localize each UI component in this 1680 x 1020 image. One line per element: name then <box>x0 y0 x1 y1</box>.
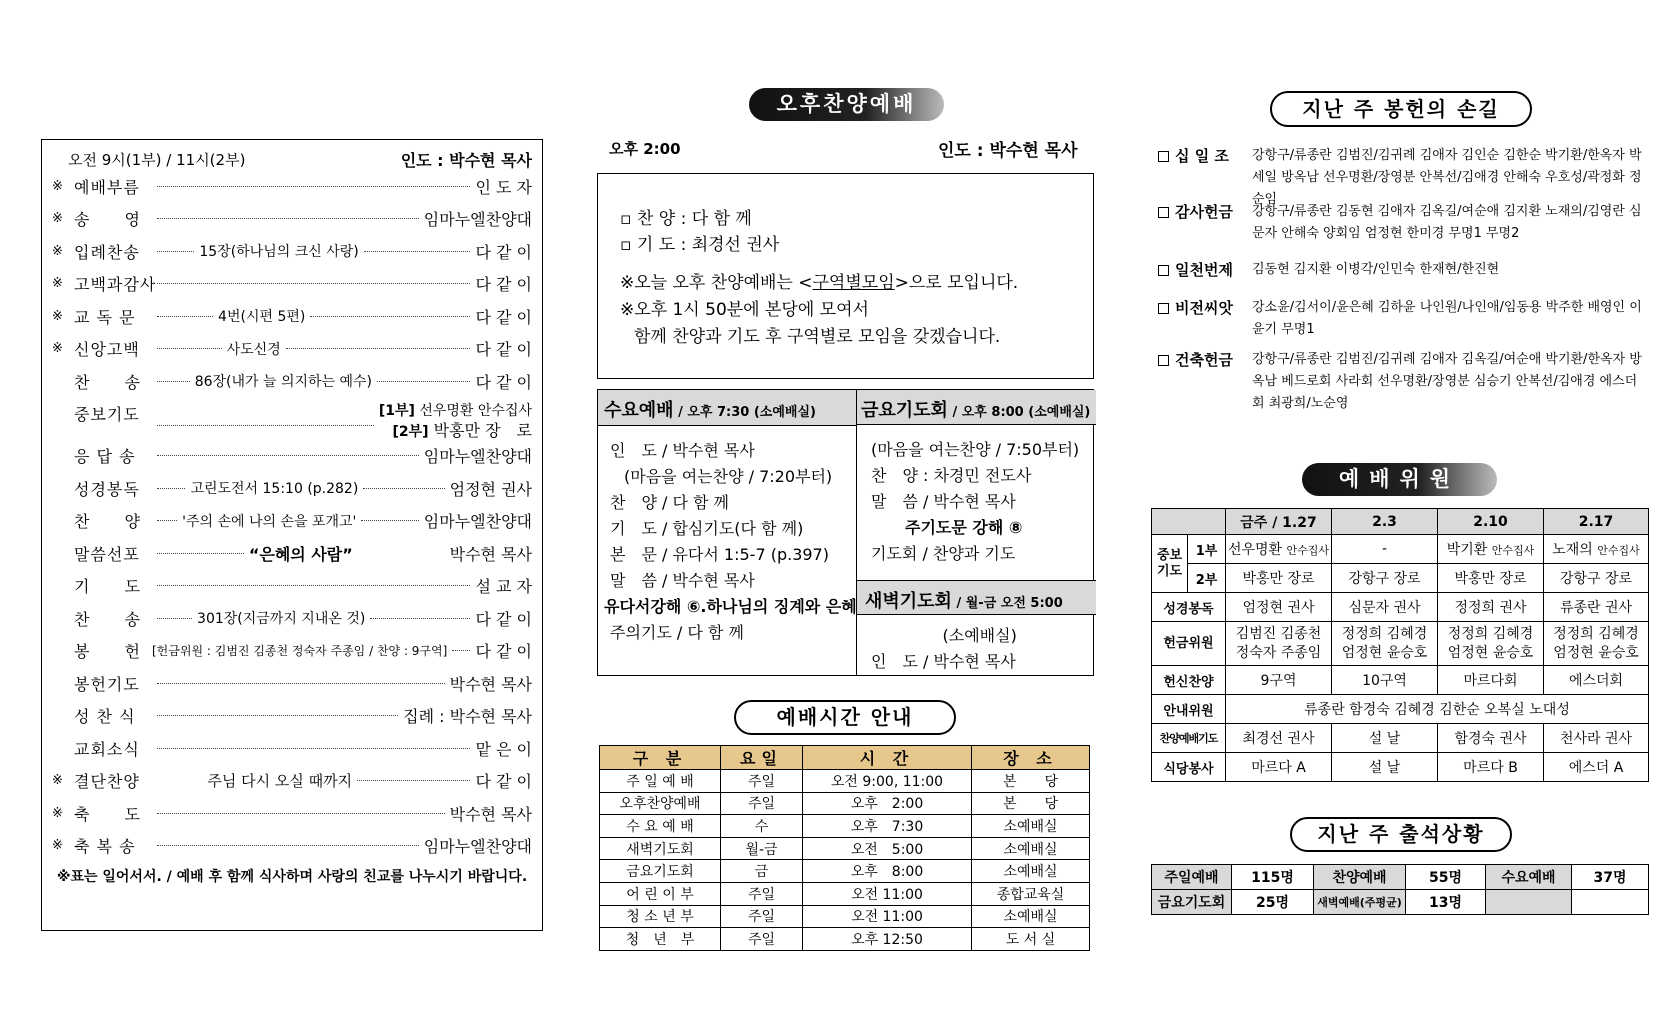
duty-cell: 김범진 김종천 정숙자 주종임 <box>1226 622 1332 666</box>
order-leader: 설 교 자 <box>475 577 532 597</box>
friday-line: 기도회 / 찬양과 기도 <box>871 544 1016 564</box>
offering-names: 강항구/류종란 김범진/김귀례 김애자 김인순 김한순 박기환/한옥자 박세일 방옥남 선우명환/장영분 안복선/김애경 안해숙 우호성/곽정화 정순임 <box>1252 148 1642 207</box>
wednesday-service <box>598 390 857 675</box>
worship-committee-title: 예배위원 <box>1302 463 1497 496</box>
order-detail: '주의 손에 나의 손을 포개고' <box>182 513 357 530</box>
duty-label: 중보기도 <box>1152 535 1188 593</box>
wednesday-line: 기 도 / 합심기도(다 함 께) <box>610 519 804 538</box>
duty-cell: 정정희 김혜경 엄정현 윤승호 <box>1438 622 1544 666</box>
duty-row-prayer-1 <box>1152 535 1649 564</box>
order-label: 봉헌기도 <box>74 674 140 694</box>
order-detail: 15장(하나님의 크신 사랑) <box>199 244 359 261</box>
schedule-cell: 금요기도회 <box>600 860 721 883</box>
schedule-cell: 소예배실 <box>972 837 1090 860</box>
order-row-sermon <box>52 537 532 570</box>
attendance-count <box>1572 890 1649 915</box>
schedule-header: 구 분 <box>600 746 721 770</box>
wednesday-line: 본 문 / 유다서 1:5-7 (p.397) <box>610 545 829 564</box>
duty-cell: 강항구 장로 <box>1332 564 1438 593</box>
duty-row-offering <box>1152 622 1649 666</box>
checkbox-icon <box>1158 355 1169 366</box>
schedule-cell: 오후 8:00 <box>803 860 972 883</box>
schedule-row <box>600 905 1090 928</box>
afternoon-leader: 인도 : 박수현 목사 <box>938 141 1078 161</box>
duty-date: 2.10 <box>1438 509 1544 535</box>
schedule-cell: 수 요 예 배 <box>600 815 721 838</box>
duty-cell: 10구역 <box>1332 666 1438 695</box>
schedule-cell: 어 린 이 부 <box>600 882 721 905</box>
schedule-row <box>600 928 1090 951</box>
checkbox-icon <box>1158 303 1169 314</box>
duty-cell: 정정희 김혜경 엄정현 윤승호 <box>1332 622 1438 666</box>
afternoon-praise: ▫ 찬 양 : 다 함 께 <box>620 209 752 229</box>
offering-category-label: 감사헌금 <box>1175 203 1233 221</box>
order-label: 교회소식 <box>74 739 140 759</box>
schedule-cell: 주일 <box>721 928 803 951</box>
order-row: ※ 입례찬송 15장(하나님의 크신 사랑) 다 같 이 <box>52 235 532 268</box>
afternoon-note: 함께 찬양과 기도 후 구역별로 모임을 갖겠습니다. <box>634 327 1001 347</box>
order-label: 기 도 <box>74 577 141 597</box>
offering-names: 강항구/류종란 김범진/김귀례 김애자 김옥길/여순애 박기환/한옥자 방옥남 베드로회 사라회 선우명환/장영분 심승기 안복선/김애경 에스더회 최광희/노순영 <box>1252 352 1642 411</box>
attendance-count: 25명 <box>1232 890 1314 915</box>
duty-date: 금주 / 1.27 <box>1226 509 1332 535</box>
order-row <box>52 505 532 538</box>
schedule-cell: 오전 11:00 <box>803 882 972 905</box>
schedule-cell: 오후 7:30 <box>803 815 972 838</box>
schedule-cell: 소예배실 <box>972 815 1090 838</box>
offering-names: 김동현 김지환 이병각/인민숙 한재현/한진현 <box>1252 262 1500 277</box>
order-leader: 다 같 이 <box>475 340 532 360</box>
order-label: 찬 송 <box>74 372 141 392</box>
order-row-offering <box>52 635 532 668</box>
order-row: ※ 신앙고백 사도신경 다 같 이 <box>52 333 532 366</box>
order-leader: 박수현 목사 <box>449 674 532 694</box>
order-row: ※ 고백과감사 다 같 이 <box>52 268 532 301</box>
attendance-count: 55명 <box>1406 865 1486 890</box>
order-label: 봉 헌 <box>74 642 141 662</box>
order-row-prayer <box>52 398 532 440</box>
attendance-label: 찬양예배 <box>1314 865 1406 890</box>
schedule-cell: 주일 <box>721 770 803 793</box>
schedule-cell: 수 <box>721 815 803 838</box>
duty-cell: 마르다회 <box>1438 666 1544 695</box>
duty-cell: 류종란 권사 <box>1544 593 1649 622</box>
offering-category <box>1158 349 1646 415</box>
offering-category <box>1158 201 1646 245</box>
duty-row-kitchen <box>1152 753 1649 782</box>
duty-name: 노재의 <box>1552 542 1598 558</box>
duty-title: 안수집사 <box>1491 544 1535 557</box>
duty-label: 성경봉독 <box>1152 593 1226 622</box>
duty-cell: 심문자 권사 <box>1332 593 1438 622</box>
offering-category-label: 건축헌금 <box>1175 351 1233 369</box>
dawn-place: (소예배실) <box>942 626 1017 645</box>
order-leader: 엄정현 권사 <box>449 479 532 499</box>
duty-cell: 박홍만 장로 <box>1438 564 1544 593</box>
order-label: 축 복 송 <box>74 837 136 857</box>
schedule-cell: 월-금 <box>721 837 803 860</box>
duty-cell: 마르다 A <box>1226 753 1332 782</box>
order-label: 응 답 송 <box>74 447 136 467</box>
order-leader: 임마누엘찬양대 <box>423 512 532 532</box>
duty-row-afternoon-prayer <box>1152 724 1649 753</box>
schedule-cell: 본 당 <box>972 770 1090 793</box>
order-label: 축 도 <box>74 804 141 824</box>
service-times-table <box>599 745 1090 951</box>
duty-cell: 정정희 김혜경 엄정현 윤승호 <box>1544 622 1649 666</box>
order-label: 신앙고백 <box>74 340 140 360</box>
order-label: 송 영 <box>74 210 141 230</box>
schedule-cell: 오전 9:00, 11:00 <box>803 770 972 793</box>
duty-title: 안수집사 <box>1597 544 1640 557</box>
friday-line: 찬 양 : 차경민 전도사 <box>871 466 1032 486</box>
schedule-cell: 오전 5:00 <box>803 837 972 860</box>
wednesday-line: 말 씀 / 박수현 목사 <box>610 571 755 590</box>
order-label: 결단찬양 <box>74 772 140 792</box>
order-label: 찬 양 <box>74 512 141 532</box>
duty-sub-label: 1부 <box>1188 535 1226 564</box>
duty-cell: 천사라 권사 <box>1544 724 1649 753</box>
afternoon-note: ※오늘 오후 찬양예배는 <구역별모임>으로 모입니다. <box>620 273 1019 293</box>
duty-label: 헌신찬양 <box>1152 666 1226 695</box>
offerings-title: 지난 주 봉헌의 손길 <box>1270 91 1532 127</box>
offering-category <box>1158 259 1646 281</box>
order-label: 성 찬 식 <box>74 707 136 727</box>
offering-category <box>1158 297 1646 341</box>
order-leader: 임마누엘찬양대 <box>423 210 532 230</box>
schedule-cell: 오전 11:00 <box>803 905 972 928</box>
duty-row-praise <box>1152 666 1649 695</box>
duty-row-usher <box>1152 695 1649 724</box>
attendance-label <box>1486 890 1572 915</box>
schedule-header: 장 소 <box>972 746 1090 770</box>
order-label: 교 독 문 <box>74 307 136 327</box>
duty-name: 박기환 <box>1446 542 1492 558</box>
duty-cell: 강항구 장로 <box>1544 564 1649 593</box>
duty-cell <box>1544 535 1649 564</box>
worship-committee-table <box>1151 508 1649 782</box>
duty-label: 찬양예배기도 <box>1152 724 1226 753</box>
duty-cell: 설 날 <box>1332 724 1438 753</box>
order-leader: 다 같 이 <box>475 307 532 327</box>
service-times-title: 예배시간 안내 <box>734 700 956 735</box>
afternoon-service-box <box>597 173 1094 379</box>
order-detail: 86장(내가 늘 의지하는 예수) <box>194 374 373 391</box>
order-row: ※ 예배부름 인 도 자 <box>52 170 532 203</box>
offering-detail: [헌금위원 : 김범진 김종천 정숙자 주종임 / 찬양 : 9구역] <box>152 644 448 659</box>
service-leader: 인도 : 박수현 목사 <box>400 150 532 170</box>
schedule-cell: 주일 <box>721 882 803 905</box>
duty-cell: 최경선 권사 <box>1226 724 1332 753</box>
wednesday-line: (마음을 여는찬양 / 7:20부터) <box>624 467 833 486</box>
schedule-header: 요일 <box>721 746 803 770</box>
checkbox-icon <box>1158 265 1169 276</box>
duty-label: 안내위원 <box>1152 695 1226 724</box>
schedule-cell: 소예배실 <box>972 860 1090 883</box>
order-row <box>52 732 532 765</box>
schedule-cell: 주일 <box>721 792 803 815</box>
duty-cell: 에스더회 <box>1544 666 1649 695</box>
afternoon-note: ※오후 1시 50분에 본당에 모여서 <box>620 300 869 320</box>
order-row <box>52 602 532 635</box>
order-leader: 다 같 이 <box>475 275 532 295</box>
order-header <box>68 148 532 170</box>
order-detail: 4번(시편 5편) <box>218 309 306 326</box>
afternoon-prayer: ▫ 기 도 : 최경선 권사 <box>620 235 780 255</box>
schedule-cell: 본 당 <box>972 792 1090 815</box>
dawn-title: 새벽기도회 / 월-금 오전 5:00 <box>857 580 1096 615</box>
duty-row-prayer-2 <box>1152 564 1649 593</box>
schedule-row <box>600 770 1090 793</box>
attendance-count: 13명 <box>1406 890 1486 915</box>
duty-title: 안수집사 <box>1286 544 1330 557</box>
order-label: 입례찬송 <box>74 242 140 262</box>
duty-sub-label: 2부 <box>1188 564 1226 593</box>
order-row: ※ 축 복 송 임마누엘찬양대 <box>52 830 532 863</box>
duty-cell: 마르다 B <box>1438 753 1544 782</box>
order-of-worship-box <box>41 139 543 931</box>
order-leader: 임마누엘찬양대 <box>423 447 532 467</box>
duty-cell <box>1438 535 1544 564</box>
duty-cell: 설 날 <box>1332 753 1438 782</box>
order-row-closing-hymn: ※ 결단찬양 주님 다시 오실 때까지 다 같 이 <box>52 765 532 798</box>
duty-date: 2.17 <box>1544 509 1649 535</box>
duty-date: 2.3 <box>1332 509 1438 535</box>
schedule-cell: 주일 <box>721 905 803 928</box>
order-leader: 임마누엘찬양대 <box>423 837 532 857</box>
wednesday-line: 주의기도 / 다 함 께 <box>610 623 744 642</box>
order-leader: 다 같 이 <box>475 772 532 792</box>
schedule-row <box>600 837 1090 860</box>
duty-cell: - <box>1332 535 1438 564</box>
wednesday-title: 수요예배 / 오후 7:30 (소예배실) <box>598 390 856 426</box>
order-detail: 사도신경 <box>226 341 281 358</box>
friday-line: (마음을 여는찬양 / 7:50부터) <box>871 440 1080 460</box>
schedule-cell: 종합교육실 <box>972 882 1090 905</box>
schedule-cell: 새벽기도회 <box>600 837 721 860</box>
order-detail: 고린도전서 15:10 (p.282) <box>190 481 359 498</box>
order-leader: 집례 : 박수현 목사 <box>403 707 532 727</box>
order-row <box>52 365 532 398</box>
offering-names: 강항구/류종란 김동현 김애자 김옥길/여순애 김지환 노재의/김영란 심문자 안해숙 양회임 엄정현 한미경 무명1 무명2 <box>1252 204 1642 241</box>
order-label: 성경봉독 <box>74 479 140 499</box>
wednesday-line: 찬 양 / 다 함 께 <box>610 493 730 512</box>
duty-name: 선우명환 <box>1227 542 1287 558</box>
attendance-label: 새벽예배(주평균) <box>1314 890 1406 915</box>
schedule-cell: 주 일 예 배 <box>600 770 721 793</box>
order-detail: 주님 다시 오실 때까지 <box>207 772 353 791</box>
schedule-cell: 오후 2:00 <box>803 792 972 815</box>
order-row <box>52 570 532 603</box>
service-times: 오전 9시(1부) / 11시(2부) <box>68 150 246 169</box>
attendance-count: 115명 <box>1232 865 1314 890</box>
order-detail: 301장(지금까지 지내온 것) <box>197 611 366 628</box>
schedule-header: 시 간 <box>803 746 972 770</box>
duty-cell: 류종란 함경숙 김혜경 김한순 오복실 노대성 <box>1226 695 1649 724</box>
order-leader: 다 같 이 <box>475 372 532 392</box>
order-footer-note: ※표는 일어서서. / 예배 후 함께 식사하며 사랑의 친교를 나누시기 바랍니다. <box>56 869 528 885</box>
order-row <box>52 472 532 505</box>
duty-row-reading <box>1152 593 1649 622</box>
schedule-cell: 금 <box>721 860 803 883</box>
attendance-table <box>1151 864 1649 915</box>
order-row <box>52 440 532 473</box>
afternoon-time: 오후 2:00 <box>609 140 681 158</box>
dawn-leader: 인 도 / 박수현 목사 <box>871 652 1016 671</box>
offering-names: 강소윤/김서이/윤은혜 김하윤 나인원/나인애/임동용 박주한 배영인 이윤기 무명1 <box>1252 300 1642 337</box>
order-row <box>52 700 532 733</box>
order-leader: 다 같 이 <box>475 609 532 629</box>
wednesday-sermon-title: 유다서강해 ⑥.하나님의 징계와 은혜 <box>604 597 857 616</box>
order-leader: 다 같 이 <box>475 642 532 662</box>
offering-category-label: 비전씨앗 <box>1175 299 1233 317</box>
schedule-row <box>600 882 1090 905</box>
duty-cell <box>1226 535 1332 564</box>
order-label: 찬 송 <box>74 609 141 629</box>
friday-and-dawn-services <box>857 390 1096 675</box>
checkbox-icon <box>1158 207 1169 218</box>
order-label: 예배부름 <box>74 177 140 197</box>
attendance-title: 지난 주 출석상황 <box>1290 817 1512 852</box>
offering-category-label: 십 일 조 <box>1175 147 1229 165</box>
duty-cell: 함경숙 권사 <box>1438 724 1544 753</box>
duty-header-row <box>1152 509 1649 535</box>
offering-category-label: 일천번제 <box>1175 261 1233 279</box>
order-leader: 맡 은 이 <box>475 739 532 759</box>
schedule-row <box>600 860 1090 883</box>
schedule-cell: 오후찬양예배 <box>600 792 721 815</box>
duty-cell: 엄정현 권사 <box>1226 593 1332 622</box>
duty-cell: 정정희 권사 <box>1438 593 1544 622</box>
attendance-label: 주일예배 <box>1152 865 1232 890</box>
schedule-row <box>600 815 1090 838</box>
friday-title: 금요기도회 / 오후 8:00 (소예배실) <box>857 390 1096 425</box>
order-row: ※ 교 독 문 4번(시편 5편) 다 같 이 <box>52 300 532 333</box>
order-label: 말씀선포 <box>74 544 140 564</box>
schedule-cell: 오후 12:50 <box>803 928 972 951</box>
order-row: ※ 송 영 임마누엘찬양대 <box>52 203 532 236</box>
schedule-cell: 청 년 부 <box>600 928 721 951</box>
order-leader: 박수현 목사 <box>449 804 532 824</box>
schedule-cell: 도 서 실 <box>972 928 1090 951</box>
friday-line: 말 씀 / 박수현 목사 <box>871 492 1016 512</box>
duty-corner <box>1152 509 1226 535</box>
sermon-title: “은혜의 사람” <box>248 544 353 564</box>
schedule-cell: 소예배실 <box>972 905 1090 928</box>
order-label: 중보기도 <box>74 404 140 424</box>
attendance-count: 37명 <box>1572 865 1649 890</box>
schedule-cell: 청 소 년 부 <box>600 905 721 928</box>
order-row: ※ 축 도 박수현 목사 <box>52 797 532 830</box>
duty-cell: 에스더 A <box>1544 753 1649 782</box>
checkbox-icon <box>1158 151 1169 162</box>
order-leader: 다 같 이 <box>475 242 532 262</box>
order-leader: 인 도 자 <box>475 177 532 197</box>
duty-cell: 박홍만 장로 <box>1226 564 1332 593</box>
duty-label: 헌금위원 <box>1152 622 1226 666</box>
weekday-services-box <box>597 389 1094 676</box>
friday-sermon-title: 주기도문 강해 ⑧ <box>905 518 1023 538</box>
schedule-row <box>600 792 1090 815</box>
sermon-preacher: 박수현 목사 <box>449 544 533 564</box>
attendance-label: 금요기도회 <box>1152 890 1232 915</box>
prayer-leaders: [1부] 선우명환 안수집사 [2부] 박홍만 장 로 <box>378 402 532 440</box>
attendance-label: 수요예배 <box>1486 865 1572 890</box>
duty-cell: 9구역 <box>1226 666 1332 695</box>
duty-label: 식당봉사 <box>1152 753 1226 782</box>
order-row <box>52 667 532 700</box>
afternoon-service-title: 오후찬양예배 <box>749 88 944 121</box>
order-label: 고백과감사 <box>74 275 157 295</box>
wednesday-line: 인 도 / 박수현 목사 <box>610 441 755 460</box>
